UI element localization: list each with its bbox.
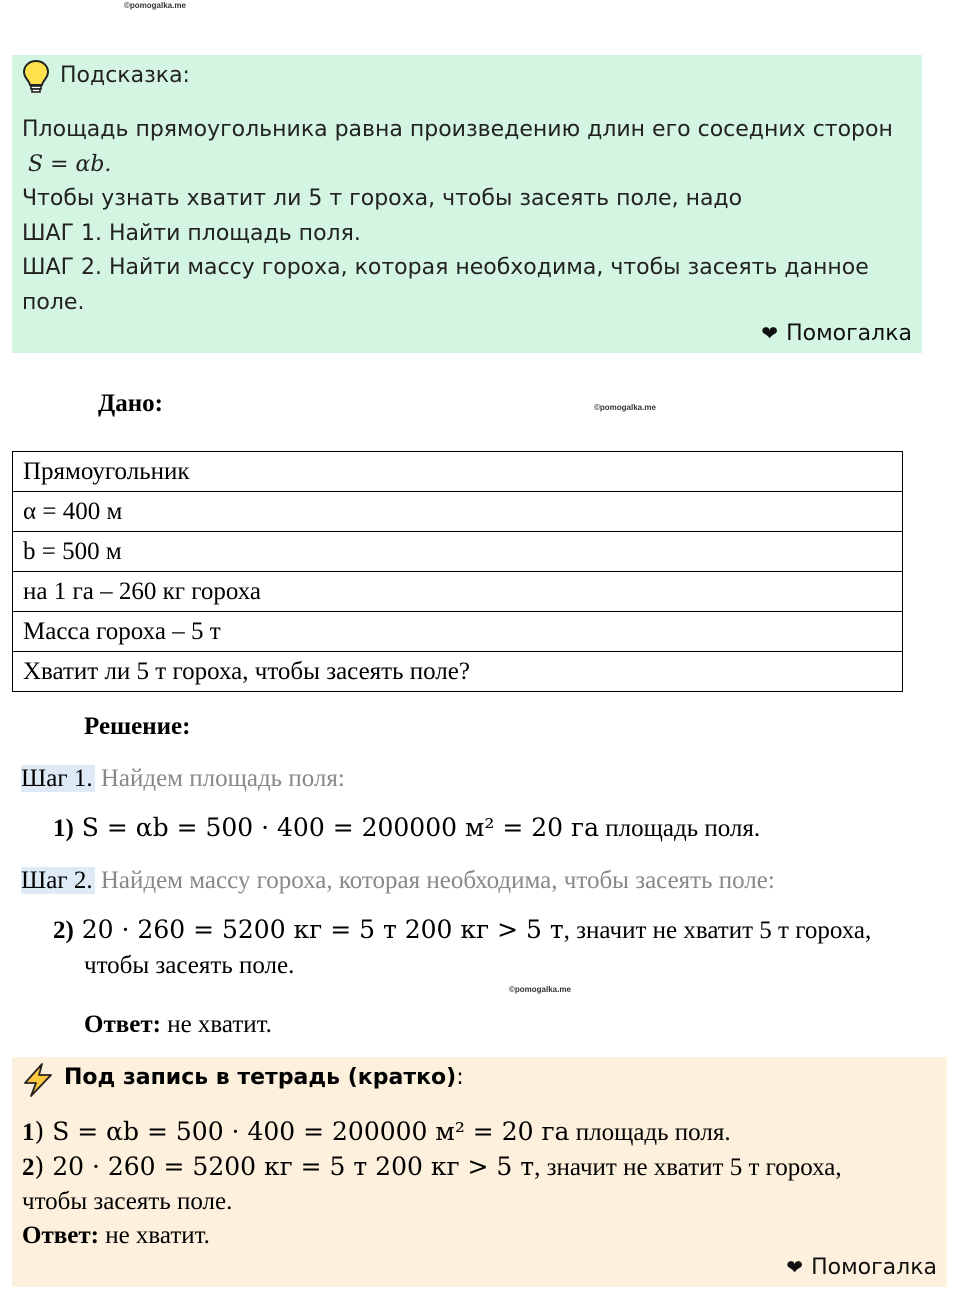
watermark: ©pomogalka.me bbox=[124, 1, 186, 10]
line-1-text: площадь поля. bbox=[599, 815, 761, 842]
answer-text: не хватит. bbox=[160, 1011, 272, 1038]
watermark: ©pomogalka.me bbox=[509, 985, 571, 994]
lightning-icon bbox=[22, 1063, 54, 1097]
notebook-brand bbox=[786, 1255, 937, 1280]
notebook-answer-text: не хватит. bbox=[98, 1222, 210, 1249]
heart-icon: ❤ bbox=[786, 1255, 804, 1279]
given-row-4: на 1 га – 260 кг гороха bbox=[13, 572, 903, 612]
hint-line-1: Площадь прямоугольника равна произведению длин его соседних сторон bbox=[22, 117, 893, 142]
hint-step-2-text: Найти массу гороха, которая необходима, чтобы засеять данное поле. bbox=[22, 255, 869, 315]
line-2-text: , значит не хватит 5 т гороха, bbox=[563, 917, 872, 944]
given-table bbox=[12, 451, 903, 692]
notebook-title-colon: : bbox=[456, 1065, 464, 1090]
line-2-formula: 20 · 260 = 5200 кг = 5 т 200 кг > 5 т bbox=[73, 915, 564, 944]
line-1-number: 1) bbox=[53, 815, 74, 842]
line-1-formula: S = αb = 500 · 400 = 200000 м² = 20 га bbox=[73, 813, 600, 842]
hint-step-2 bbox=[22, 251, 917, 320]
notebook-brand-label: Помогалка bbox=[811, 1255, 937, 1280]
notebook-line-2-continuation: чтобы засеять поле. bbox=[22, 1188, 233, 1215]
given-row-3: b = 500 м bbox=[13, 532, 903, 572]
hint-brand-label: Помогалка bbox=[786, 321, 912, 346]
hint-box bbox=[12, 55, 922, 353]
hint-body bbox=[22, 113, 917, 320]
table-row bbox=[13, 652, 903, 692]
hint-step-1-label: ШАГ 1. bbox=[22, 220, 102, 246]
table-row bbox=[13, 492, 903, 532]
given-row-6: Хватит ли 5 т гороха, чтобы засеять поле? bbox=[13, 652, 903, 692]
hint-line-2: Чтобы узнать хватит ли 5 т гороха, чтобы засеять поле, надо bbox=[22, 186, 743, 211]
step-1-text: Найдем площадь поля: bbox=[94, 765, 345, 792]
answer-label: Ответ: bbox=[84, 1011, 161, 1038]
notebook-line-2-formula: ) 20 · 260 = 5200 кг = 5 т 200 кг > 5 т bbox=[34, 1152, 535, 1181]
notebook-line-2-number: 2 bbox=[22, 1154, 35, 1181]
line-2-number: 2) bbox=[53, 917, 74, 944]
notebook-box bbox=[12, 1057, 947, 1287]
solution-line-1 bbox=[53, 813, 760, 843]
notebook-line-1-text: площадь поля. bbox=[569, 1119, 731, 1146]
step-2-text: Найдем массу гороха, которая необходима, чтобы засеять поле: bbox=[94, 867, 775, 894]
notebook-line-2-text: , значит не хватит 5 т гороха, bbox=[534, 1154, 842, 1181]
notebook-line-1-formula: ) S = αb = 500 · 400 = 200000 м² = 20 га bbox=[34, 1117, 570, 1146]
step-2-label: Шаг 2. bbox=[21, 867, 93, 894]
notebook-body bbox=[22, 1115, 937, 1253]
given-row-1: Прямоугольник bbox=[13, 452, 903, 492]
table-row bbox=[13, 452, 903, 492]
notebook-title bbox=[64, 1065, 464, 1090]
solution-step-2 bbox=[21, 867, 775, 895]
hint-step-2-label: ШАГ 2. bbox=[22, 255, 102, 280]
table-row bbox=[13, 532, 903, 572]
heart-icon: ❤ bbox=[761, 321, 779, 345]
notebook-answer bbox=[22, 1219, 937, 1253]
given-title: Дано: bbox=[98, 390, 163, 417]
hint-title: Подсказка: bbox=[60, 63, 190, 88]
hint-brand bbox=[761, 321, 912, 346]
notebook-line-1 bbox=[22, 1115, 937, 1150]
given-row-2: α = 400 м bbox=[13, 492, 903, 532]
notebook-line-2 bbox=[22, 1150, 937, 1185]
hint-formula: S = αb. bbox=[28, 151, 112, 177]
notebook-title-bold: Под запись в тетрадь (кратко) bbox=[64, 1065, 457, 1090]
hint-step-1 bbox=[22, 217, 917, 252]
watermark: ©pomogalka.me bbox=[594, 403, 656, 412]
step-1-label: Шаг 1. bbox=[21, 765, 93, 792]
solution-answer bbox=[84, 1011, 272, 1039]
solution-title: Решение: bbox=[84, 713, 191, 740]
given-row-5: Масса гороха – 5 т bbox=[13, 612, 903, 652]
lightbulb-icon bbox=[22, 59, 50, 95]
notebook-answer-label: Ответ: bbox=[22, 1222, 99, 1249]
line-2-continuation: чтобы засеять поле. bbox=[84, 952, 295, 979]
table-row bbox=[13, 612, 903, 652]
hint-step-1-text: Найти площадь поля. bbox=[101, 220, 361, 246]
table-row bbox=[13, 572, 903, 612]
solution-line-2 bbox=[53, 915, 871, 945]
solution-step-1 bbox=[21, 765, 345, 793]
notebook-line-1-number: 1 bbox=[22, 1119, 35, 1146]
